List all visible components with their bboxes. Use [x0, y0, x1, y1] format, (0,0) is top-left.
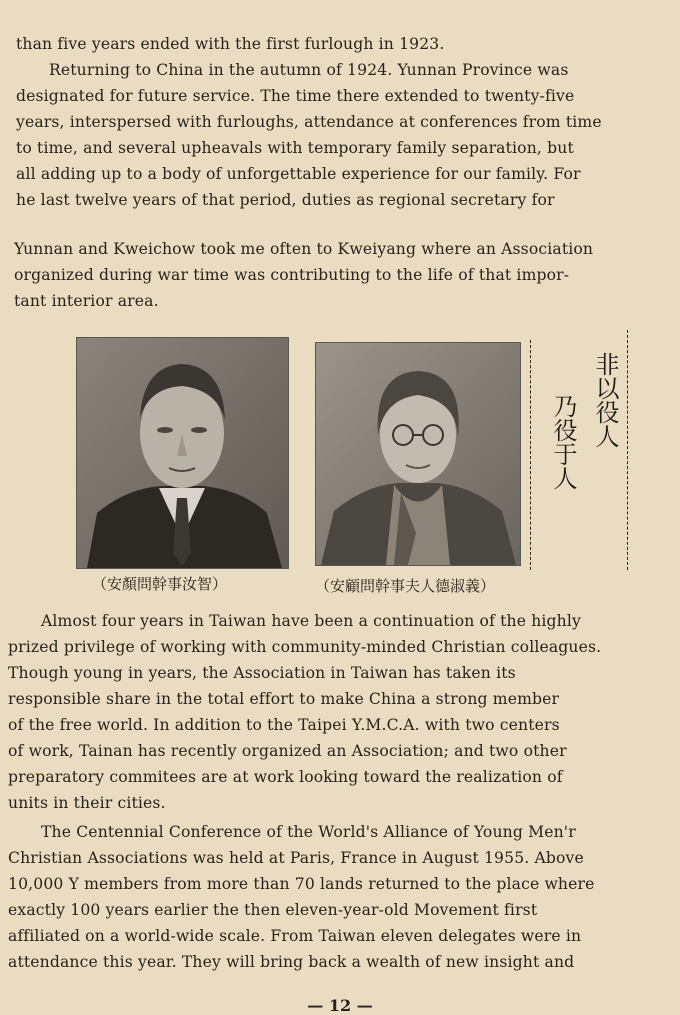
text-line: designated for future service. The time there extended to twenty-five: [16, 87, 575, 105]
portrait-photo-man: [76, 337, 289, 569]
text-line: years, interspersed with furloughs, attendance at conferences from time: [16, 113, 602, 131]
portrait-woman-image: [316, 343, 520, 565]
text-line: he last twelve years of that period, duties as regional secretary for: [16, 191, 555, 209]
portrait-man-image: [77, 338, 288, 568]
text-line: responsible share in the total effort to make China a strong member: [8, 690, 560, 708]
text-line: The Centennial Conference of the World's Alliance of Young Men'r: [41, 823, 576, 841]
text-line: attendance this year. They will bring back a wealth of new insight and: [8, 953, 575, 971]
paragraph-yunnan-kweichow: [14, 236, 648, 314]
paragraph-taiwan: [8, 608, 642, 816]
text-line: affiliated on a world-wide scale. From Taiwan eleven delegates were in: [8, 927, 582, 945]
text-line: Almost four years in Taiwan have been a continuation of the highly: [41, 612, 581, 630]
text-line: Christian Associations was held at Paris, France in August 1955. Above: [8, 849, 584, 867]
motto-border-left: [530, 340, 531, 570]
text-line: Though young in years, the Association in Taiwan has taken its: [8, 664, 516, 682]
text-line: of work, Tainan has recently organized an Association; and two other: [8, 742, 567, 760]
text-line: Yunnan and Kweichow took me often to Kweiyang where an Association: [14, 240, 594, 258]
text-line: tant interior area.: [14, 292, 159, 310]
paragraph-china-service: [16, 31, 652, 213]
text-line: all adding up to a body of unforgettable experience for our family. For: [16, 165, 581, 183]
text-line: 10,000 Y members from more than 70 lands returned to the place where: [8, 875, 595, 893]
paragraph-centennial-conference: [8, 819, 642, 975]
caption-woman: （安顧問幹事夫人德淑義）: [315, 577, 496, 595]
caption-man: （安顏問幹事汝智）: [92, 575, 228, 593]
page-number: — 12 —: [307, 996, 373, 1015]
motto-column-right: 非以役人: [591, 352, 619, 448]
text-line: exactly 100 years earlier the then eleven-year-old Movement first: [8, 901, 538, 919]
text-line: prized privilege of working with community-minded Christian colleagues.: [8, 638, 602, 656]
text-line: organized during war time was contributing to the life of that impor-: [14, 266, 570, 284]
text-line: than five years ended with the first furlough in 1923.: [16, 35, 445, 53]
text-line: of the free world. In addition to the Taipei Y.M.C.A. with two centers: [8, 716, 560, 734]
text-line: units in their cities.: [8, 794, 166, 812]
text-line: preparatory commitees are at work looking toward the realization of: [8, 768, 563, 786]
motto-border-right: [627, 330, 628, 570]
portrait-photo-woman: [315, 342, 521, 566]
text-line: to time, and several upheavals with temporary family separation, but: [16, 139, 574, 157]
text-line: Returning to China in the autumn of 1924. Yunnan Province was: [49, 61, 569, 79]
motto-column-left: 乃役于人: [549, 394, 577, 490]
